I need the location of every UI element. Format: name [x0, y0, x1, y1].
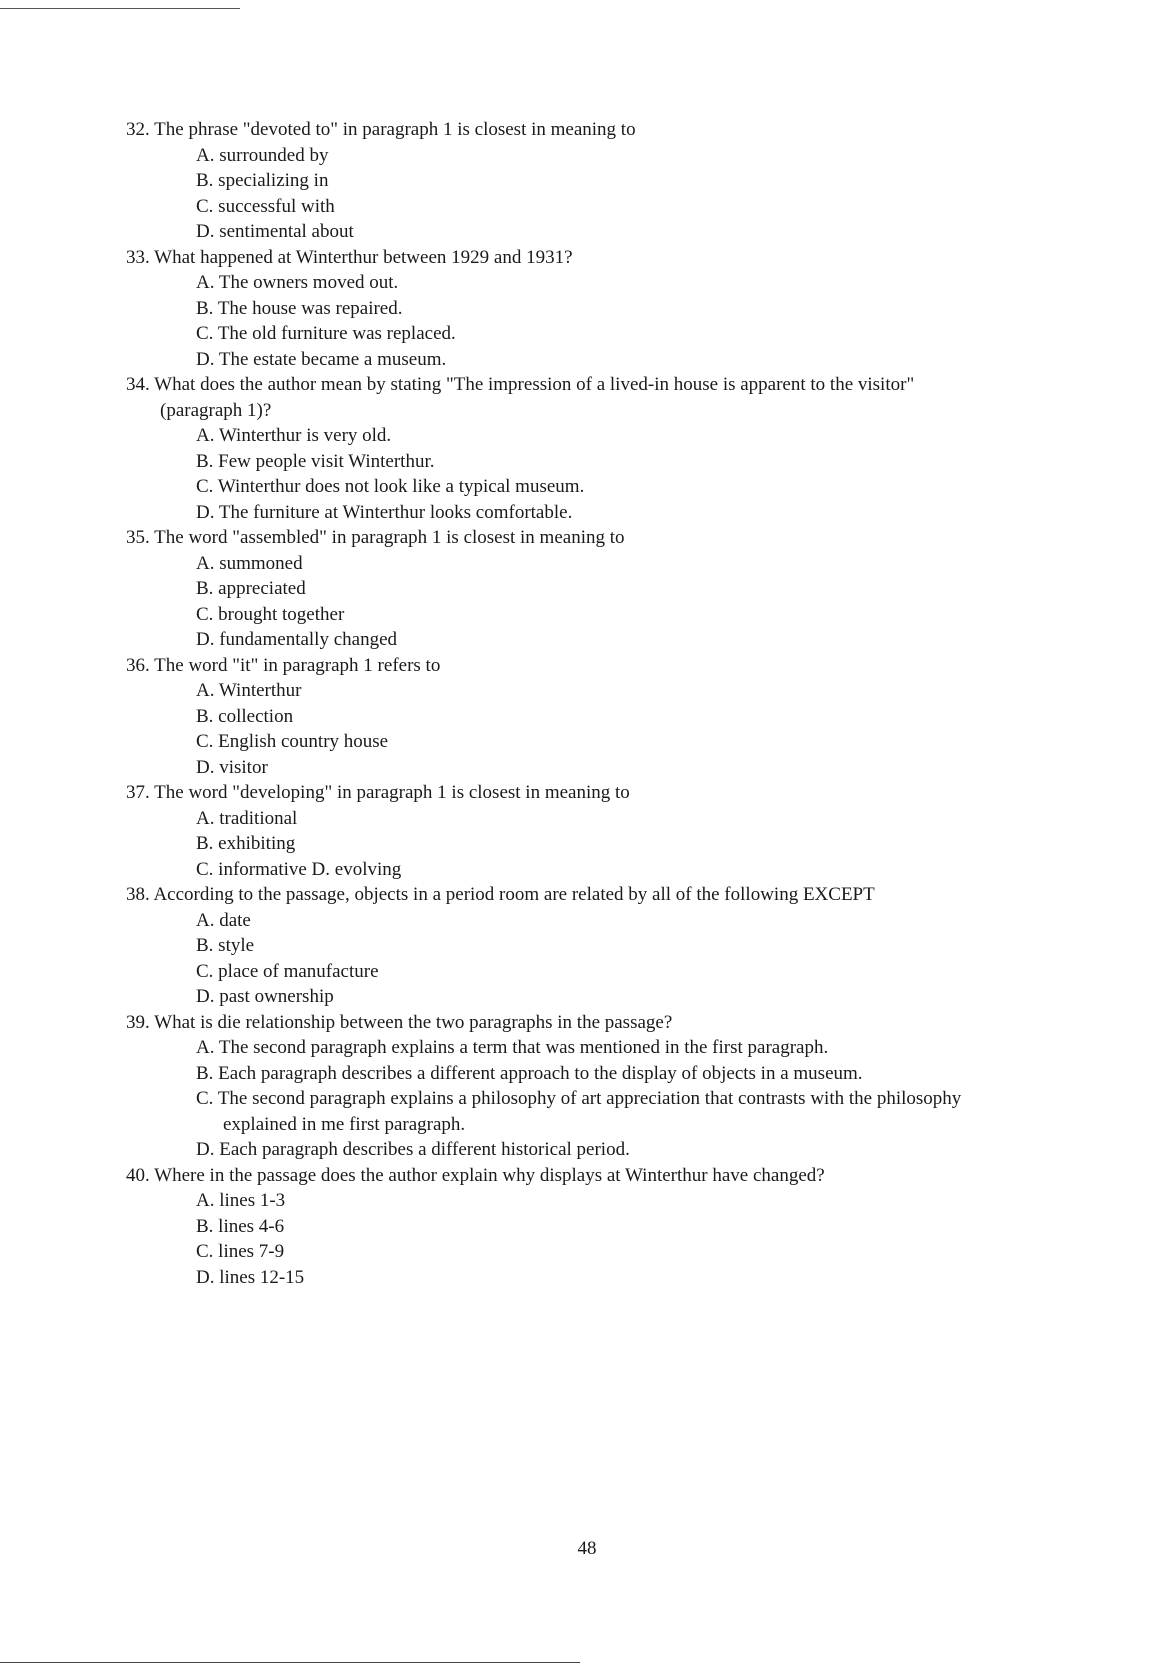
option-a: A. Winterthur is very old. — [196, 425, 392, 446]
option-b: B. exhibiting — [196, 833, 296, 854]
option-d: D. fundamentally changed — [196, 629, 398, 650]
option-a: A. date — [196, 909, 251, 931]
option-c-d: C. informative D. evolving — [196, 858, 402, 880]
question-text: What happened at Winterthur between 1929 and 1931? — [154, 246, 573, 268]
option-d: D. The furniture at Winterthur looks comfortable. — [196, 501, 573, 523]
question-39 — [126, 1010, 1126, 1163]
page-number: 48 — [577, 1538, 597, 1559]
option-b: B. style — [196, 935, 255, 956]
question-35 — [126, 525, 1126, 653]
option-b: B. collection — [196, 705, 294, 727]
question-number: 36. — [126, 654, 150, 676]
option-b: B. The house was repaired. — [196, 297, 403, 319]
question-text: The word "developing" in paragraph 1 is closest in meaning to — [154, 782, 630, 803]
question-38 — [126, 882, 1126, 1010]
question-number: 35. — [126, 527, 150, 548]
question-text: The phrase "devoted to" in paragraph 1 is closest in meaning to — [154, 119, 636, 140]
option-c: C. brought together — [196, 603, 345, 625]
answer-options — [126, 1035, 1126, 1163]
question-number: 32. — [126, 119, 150, 140]
answer-options — [126, 1188, 1126, 1290]
option-a: A. summoned — [196, 552, 303, 574]
option-b: B. Few people visit Winterthur. — [196, 450, 435, 472]
question-text: What does the author mean by stating "The impression of a lived-in house is apparent to the visitor" — [154, 374, 915, 395]
option-b: B. lines 4-6 — [196, 1215, 285, 1237]
option-a: A. surrounded by — [196, 144, 329, 166]
answer-options — [126, 270, 1126, 372]
question-number: 40. — [126, 1164, 150, 1186]
option-a: A. traditional — [196, 807, 298, 829]
option-d: D. visitor — [196, 756, 268, 778]
question-number: 37. — [126, 782, 150, 803]
option-c-continuation-text: explained in me first paragraph. — [223, 1113, 466, 1135]
question-32 — [126, 117, 1126, 245]
question-number: 34. — [126, 374, 150, 395]
question-text-continuation: (paragraph 1)? — [160, 399, 272, 421]
option-a: A. Winterthur — [196, 680, 302, 701]
option-d: D. The estate became a museum. — [196, 348, 447, 370]
question-text: The word "it" in paragraph 1 refers to — [154, 654, 441, 676]
option-c: C. successful with — [196, 195, 335, 217]
question-text: What is die relationship between the two paragraphs in the passage? — [154, 1011, 673, 1033]
question-text: Where in the passage does the author explain why displays at Winterthur have changed? — [154, 1164, 825, 1186]
option-c: C. The old furniture was replaced. — [196, 323, 456, 344]
question-40 — [126, 1163, 1126, 1291]
answer-options — [126, 806, 1126, 883]
answer-options — [126, 143, 1126, 245]
answer-options — [126, 908, 1126, 1010]
option-c: C. place of manufacture — [196, 960, 379, 982]
answer-options — [126, 551, 1126, 653]
option-c: C. Winterthur does not look like a typical museum. — [196, 476, 585, 497]
option-d: D. sentimental about — [196, 221, 354, 242]
question-text: According to the passage, objects in a period room are related by all of the following EXCEPT — [153, 884, 875, 905]
question-list — [126, 117, 1126, 1290]
question-36 — [126, 653, 1126, 781]
option-b: B. Each paragraph describes a different approach to the display of objects in a museum. — [196, 1062, 863, 1084]
option-c-continuation — [126, 1112, 1126, 1138]
question-33 — [126, 245, 1126, 373]
question-number: 39. — [126, 1011, 150, 1033]
option-a: A. The owners moved out. — [196, 272, 399, 293]
option-b: B. specializing in — [196, 170, 329, 191]
question-37 — [126, 780, 1126, 882]
question-text: The word "assembled" in paragraph 1 is closest in meaning to — [154, 527, 625, 548]
answer-options — [126, 423, 1126, 525]
option-a: A. lines 1-3 — [196, 1190, 286, 1211]
question-number: 38. — [126, 884, 150, 905]
option-d: D. past ownership — [196, 986, 334, 1007]
option-c: C. lines 7-9 — [196, 1241, 285, 1262]
option-c: C. The second paragraph explains a philosophy of art appreciation that contrasts with the philosophy — [196, 1088, 962, 1109]
question-number: 33. — [126, 246, 150, 268]
option-a: A. The second paragraph explains a term that was mentioned in the first paragraph. — [196, 1037, 829, 1058]
scan-edge-line-top — [0, 8, 240, 9]
option-c: C. English country house — [196, 731, 389, 752]
option-d: D. lines 12-15 — [196, 1266, 305, 1288]
option-b: B. appreciated — [196, 578, 306, 599]
question-34 — [126, 372, 1126, 525]
scan-edge-line-bottom — [0, 1662, 580, 1663]
answer-options — [126, 678, 1126, 780]
option-d: D. Each paragraph describes a different historical period. — [196, 1139, 630, 1160]
